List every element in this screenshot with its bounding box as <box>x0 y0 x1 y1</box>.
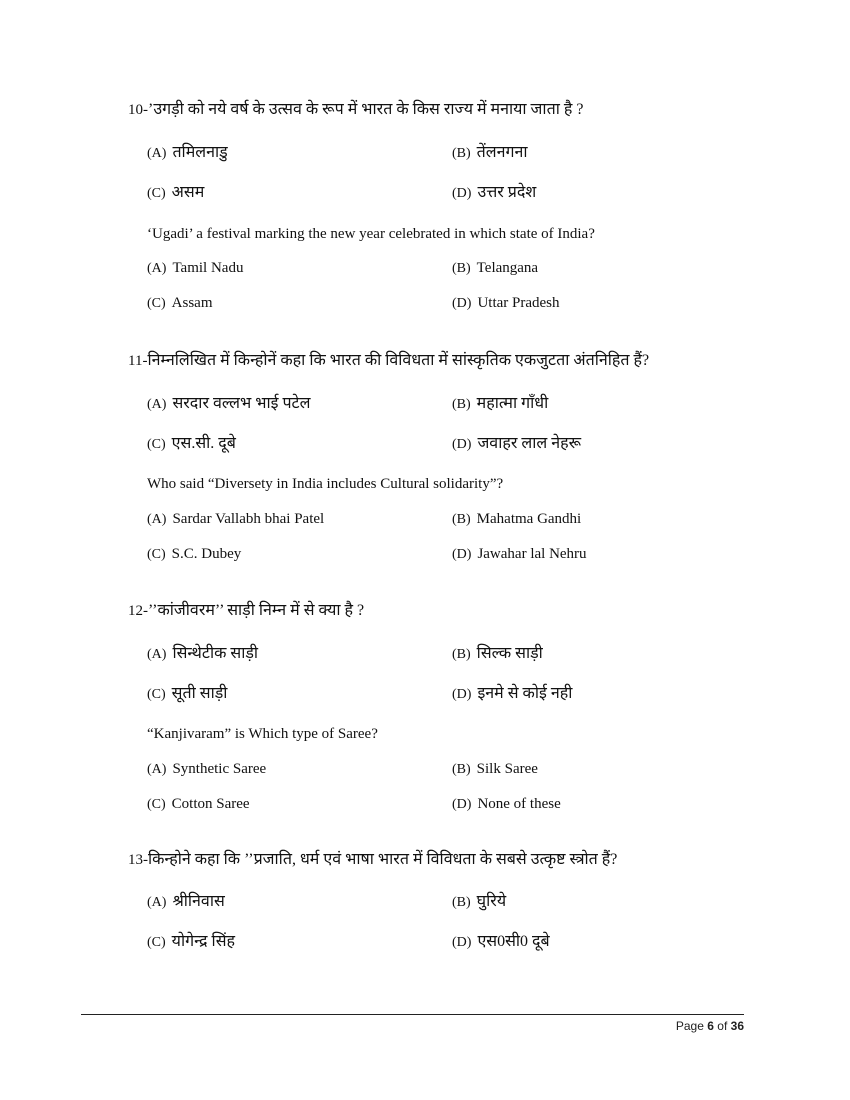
question-number: 12- <box>128 603 148 619</box>
hindi-option-c: (C) योगेन्द्र सिंह <box>147 933 235 950</box>
english-option-a: (A) Sardar Vallabh bhai Patel <box>147 511 325 527</box>
question-10-hindi <box>128 100 583 120</box>
question-13-hindi <box>128 850 617 870</box>
hindi-option-d: (D) उत्तर प्रदेश <box>452 184 537 201</box>
hindi-option-d: (D) एस0सी0 दूबे <box>452 933 550 950</box>
question-11-hindi <box>128 351 649 371</box>
english-option-b: (B) Silk Saree <box>452 761 538 777</box>
hindi-option-b: (B) महात्मा गाँधी <box>452 395 549 412</box>
question-text-hindi: ’’कांजीवरम’’ साड़ी निम्न में से क्या है ? <box>148 602 365 619</box>
page-label: Page <box>675 1019 704 1033</box>
english-option-b: (B) Telangana <box>452 260 539 276</box>
question-number: 11- <box>128 353 148 369</box>
english-option-a: (A) Tamil Nadu <box>147 260 244 276</box>
hindi-option-c: (C) असम <box>147 184 205 201</box>
footer-divider <box>81 1014 744 1015</box>
hindi-option-b: (B) घुरिये <box>452 893 507 910</box>
english-option-b: (B) Mahatma Gandhi <box>452 511 582 527</box>
hindi-option-d: (D) इनमे से कोई नही <box>452 685 573 702</box>
question-text-hindi: निम्नलिखित में किन्होनें कहा कि भारत की विविधता में सांस्कृतिक एकजुटता अंतनिहित हैं? <box>147 352 650 369</box>
english-option-a: (A) Synthetic Saree <box>147 761 267 777</box>
question-text-hindi: किन्होने कहा कि ’’प्रजाति, धर्म एवं भाषा भारत में विविधता के सबसे उत्कृष्ट स्त्रोत हैं? <box>148 851 618 868</box>
question-text-hindi: ’उगड़ी को नये वर्ष के उत्सव के रूप में भारत के किस राज्य में मनाया जाता है ? <box>148 101 584 118</box>
hindi-option-b: (B) तेंलनगना <box>452 144 528 161</box>
hindi-option-c: (C) सूती साड़ी <box>147 685 228 702</box>
hindi-option-a: (A) सरदार वल्लभ भाई पटेल <box>147 395 311 412</box>
hindi-option-a: (A) तमिलनाडु <box>147 144 228 161</box>
question-text-english: ‘Ugadi’ a festival marking the new year celebrated in which state of India? <box>147 226 595 242</box>
total-pages: 36 <box>730 1019 744 1033</box>
hindi-option-c: (C) एस.सी. दूबे <box>147 435 236 452</box>
current-page: 6 <box>707 1019 714 1033</box>
hindi-option-b: (B) सिल्क साड़ी <box>452 645 543 662</box>
hindi-option-a: (A) श्रीनिवास <box>147 893 225 910</box>
question-number: 13- <box>128 852 148 868</box>
english-option-c: (C) S.C. Dubey <box>147 546 242 562</box>
page-number <box>676 1019 744 1033</box>
question-number: 10- <box>128 102 148 118</box>
question-12-hindi <box>128 601 364 621</box>
english-option-c: (C) Assam <box>147 295 213 311</box>
hindi-option-d: (D) जवाहर लाल नेहरू <box>452 435 582 452</box>
english-option-d: (D) None of these <box>452 796 561 812</box>
of-label: of <box>717 1019 728 1033</box>
question-text-english: Who said “Diversety in India includes Cultural solidarity”? <box>147 476 504 492</box>
question-text-english: “Kanjivaram” is Which type of Saree? <box>147 726 378 742</box>
english-option-d: (D) Jawahar lal Nehru <box>452 546 587 562</box>
hindi-option-a: (A) सिन्थेटीक साड़ी <box>147 645 259 662</box>
english-option-d: (D) Uttar Pradesh <box>452 295 560 311</box>
english-option-c: (C) Cotton Saree <box>147 796 250 812</box>
